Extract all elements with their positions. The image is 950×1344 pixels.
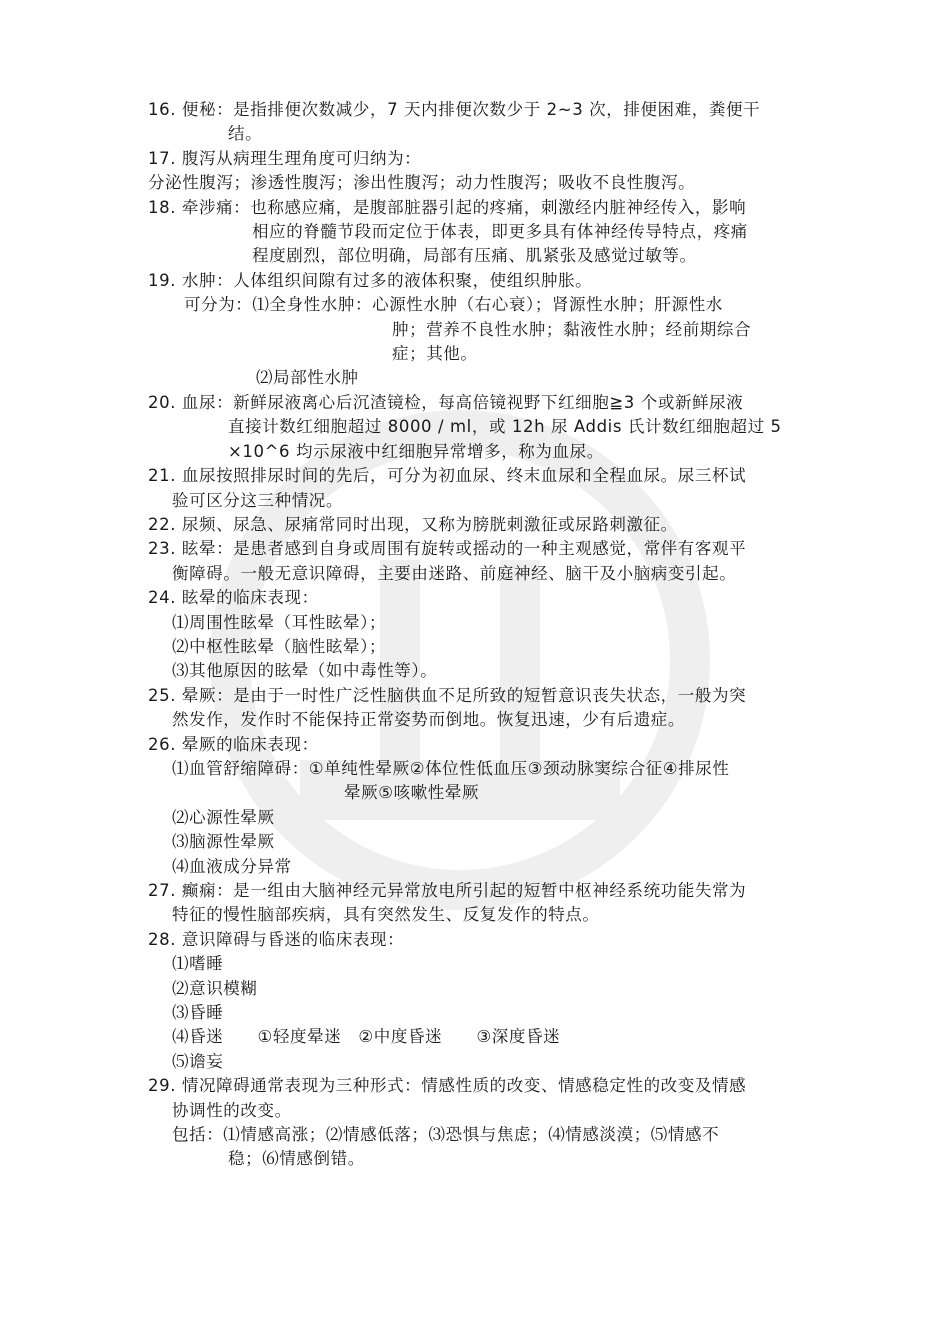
text-line: 包括：⑴情感高涨；⑵情感低落；⑶恐惧与焦虑；⑷情感淡漠；⑸情感不	[172, 1125, 720, 1145]
text-line: ⑶脑源性晕厥	[172, 832, 275, 852]
text-line: 28. 意识障碍与昏迷的临床表现：	[148, 929, 405, 949]
text-line: 24. 眩晕的临床表现：	[148, 588, 319, 608]
text-line: 验可区分这三种情况。	[172, 490, 343, 510]
text-line: 22. 尿频、尿急、尿痛常同时出现，又称为膀胱刺激征或尿路刺激征。	[148, 514, 678, 534]
text-line: ⑸谵妄	[172, 1051, 224, 1071]
text-line: 26. 晕厥的临床表现：	[148, 734, 319, 754]
text-line: ⑵心源性晕厥	[172, 807, 275, 827]
text-line: ⑷昏迷 ①轻度晕迷 ②中度昏迷 ③深度昏迷	[172, 1027, 561, 1047]
text-line: ×10^6 均示尿液中红细胞异常增多，称为血尿。	[228, 441, 604, 461]
text-line: 程度剧烈，部位明确，局部有压痛、肌紧张及感觉过敏等。	[252, 246, 697, 266]
text-line: ⑴嗜睡	[172, 954, 224, 974]
text-line: 27. 癫痫：是一组由大脑神经元异常放电所引起的短暂中枢神经系统功能失常为	[148, 881, 747, 900]
text-line: ⑵局部性水肿	[256, 368, 359, 388]
text-line: 特征的慢性脑部疾病，具有突然发生、反复发作的特点。	[172, 905, 600, 925]
text-line: 25. 晕厥：是由于一时性广泛性脑供血不足所致的短暂意识丧失状态，一般为突	[148, 685, 747, 705]
text-line: 稳；⑹情感倒错。	[228, 1149, 365, 1169]
text-line: ⑴血管舒缩障碍：①单纯性晕厥②体位性低血压③颈动脉窦综合征④排尿性	[172, 758, 730, 778]
text-line: 21. 血尿按照排尿时间的先后，可分为初血尿、终末血尿和全程血尿。尿三杯试	[148, 466, 747, 486]
text-line: 相应的脊髓节段而定位于体表，即更多具有体神经传导特点，疼痛	[252, 222, 748, 242]
text-line: 17. 腹泻从病理生理角度可归纳为：	[148, 148, 422, 168]
text-line: 19. 水肿：人体组织间隙有过多的液体积聚，使组织肿胀。	[148, 270, 593, 290]
text-line: 肿；营养不良性水肿；黏液性水肿；经前期综合	[392, 319, 752, 339]
text-line: ⑶昏睡	[172, 1003, 224, 1023]
text-line: 16. 便秘：是指排便次数减少，7 天内排便次数少于 2~3 次，排便困难，粪便干	[148, 100, 761, 119]
text-line: 直接计数红细胞超过 8000 / ml，或 12h 尿 Addis 氏计数红细胞超过 5	[228, 417, 782, 437]
text-line: 症；其他。	[392, 344, 478, 364]
text-line: 20. 血尿：新鲜尿液离心后沉渣镜检，每高倍镜视野下红细胞≧3 个或新鲜尿液	[148, 392, 744, 412]
text-line: 分泌性腹泻；渗透性腹泻；渗出性腹泻；动力性腹泻；吸收不良性腹泻。	[148, 173, 696, 193]
text-line: 然发作，发作时不能保持正常姿势而倒地。恢复迅速，少有后遗症。	[172, 710, 685, 730]
text-line: ⑴周围性眩晕（耳性眩晕）；	[172, 612, 387, 632]
text-line: 结。	[228, 124, 263, 144]
text-line: 18. 牵涉痛：也称感应痛，是腹部脏器引起的疼痛，刺激经内脏神经传入，影响	[148, 197, 747, 217]
text-line: 协调性的改变。	[172, 1100, 292, 1120]
text-line: ⑵意识模糊	[172, 978, 258, 998]
text-line: ⑶其他原因的眩晕（如中毒性等）。	[172, 661, 438, 681]
text-line: 衡障碍。一般无意识障碍，主要由迷路、前庭神经、脑干及小脑病变引起。	[172, 563, 737, 583]
document-body	[148, 98, 808, 1172]
text-line: 可分为：⑴全身性水肿：心源性水肿（右心衰）；肾源性水肿；肝源性水	[184, 295, 723, 315]
text-line: ⑵中枢性眩晕（脑性眩晕）；	[172, 636, 387, 656]
text-line: ⑷血液成分异常	[172, 856, 292, 876]
text-line: 29. 情况障碍通常表现为三种形式：情感性质的改变、情感稳定性的改变及情感	[148, 1076, 747, 1096]
text-line: 23. 眩晕：是患者感到自身或周围有旋转或摇动的一种主观感觉，常伴有客观平	[148, 539, 747, 559]
text-line: 晕厥⑤咳嗽性晕厥	[344, 783, 480, 803]
